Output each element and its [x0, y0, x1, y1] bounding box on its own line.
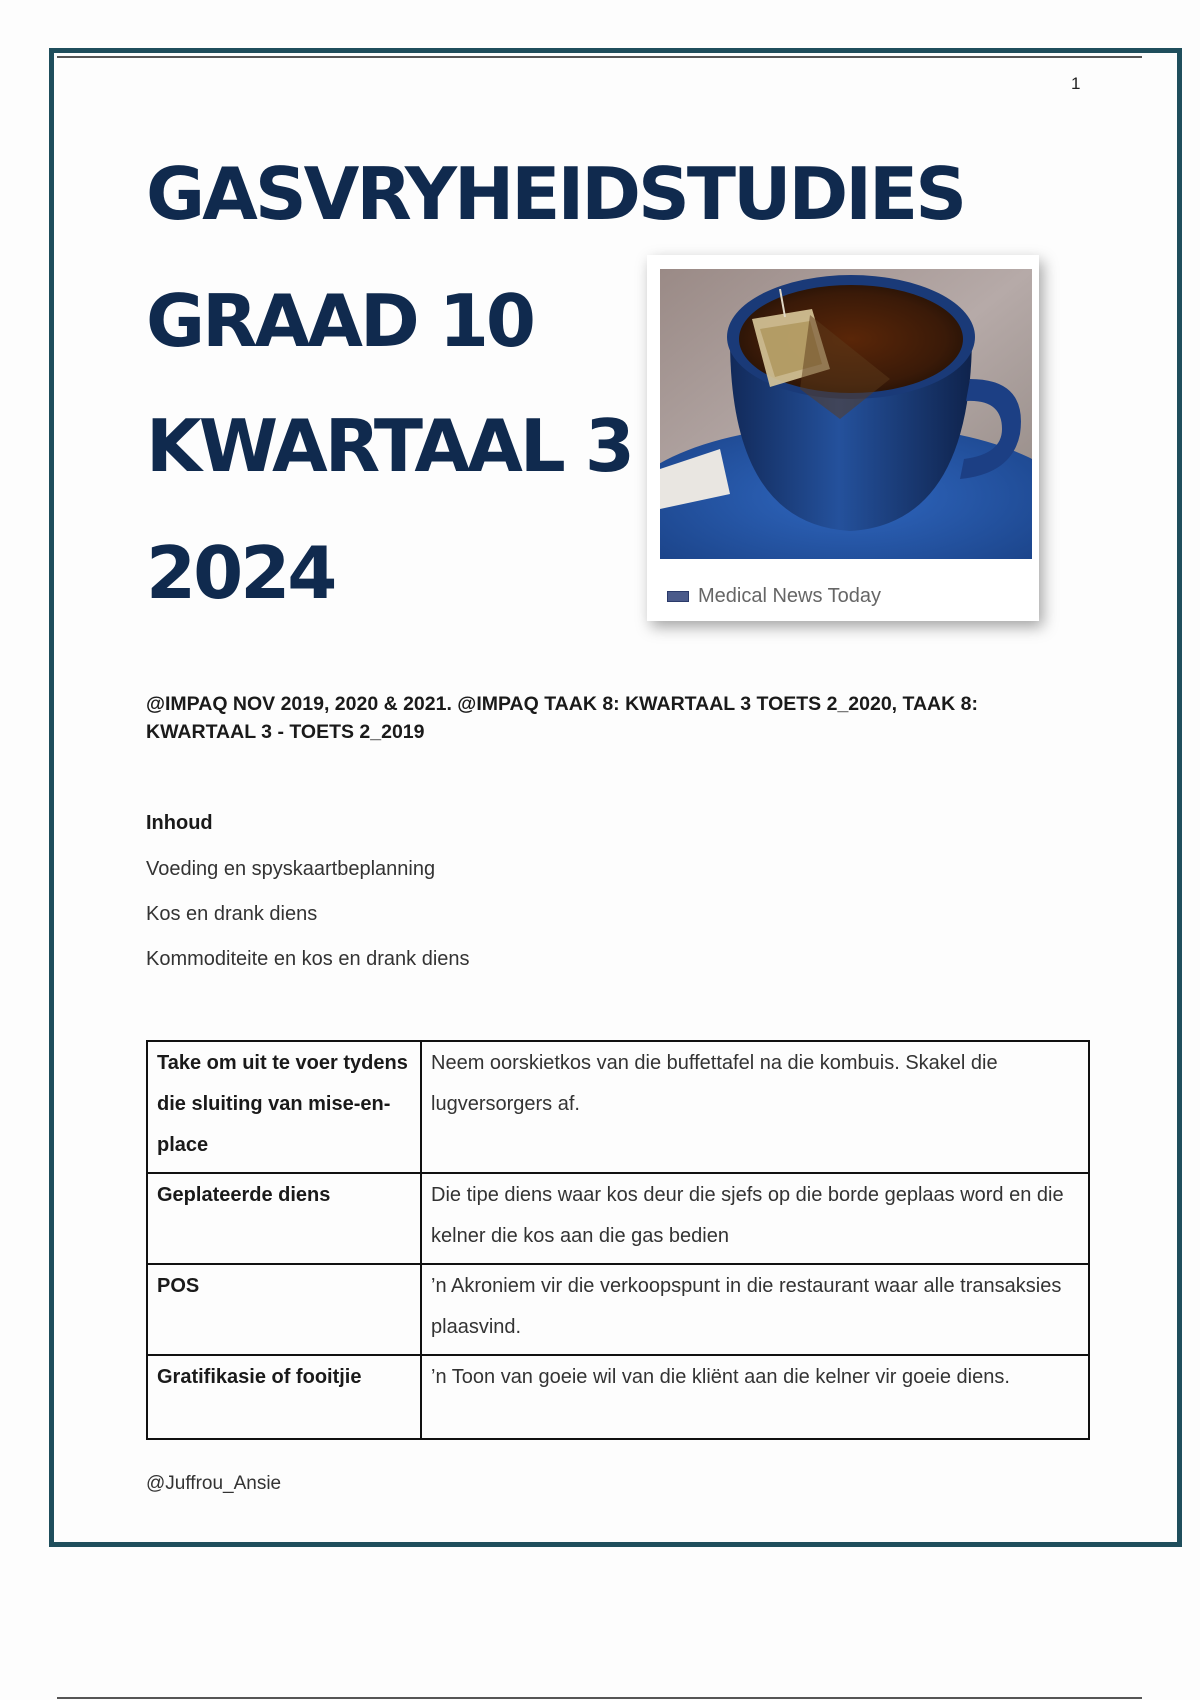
term-cell: POS	[147, 1264, 421, 1355]
author-handle: @Juffrou_Ansie	[146, 1473, 282, 1494]
image-card	[647, 255, 1039, 621]
term-cell: Take om uit te voer tydens die sluiting van mise-en-place	[147, 1041, 421, 1173]
bottom-rule	[57, 1697, 1142, 1699]
sources-note: @IMPAQ NOV 2019, 2020 & 2021. @IMPAQ TAAK 8: KWARTAAL 3 TOETS 2_2020, TAAK 8: KWARTAAL 3 - TOETS 2_2019	[146, 693, 978, 743]
definition-cell: ’n Akroniem vir die verkoopspunt in die restaurant waar alle transaksies plaasvind.	[421, 1264, 1089, 1355]
contents-item: Voeding en spyskaartbeplanning	[146, 858, 436, 880]
title-grade: GRAAD 10	[146, 279, 534, 363]
title-subject: GASVRYHEIDSTUDIES	[146, 152, 965, 236]
contents-item: Kommoditeite en kos en drank diens	[146, 948, 470, 970]
contents-list	[146, 857, 470, 992]
top-rule	[57, 56, 1142, 58]
table-row	[147, 1173, 1089, 1264]
table-row	[147, 1264, 1089, 1355]
news-source-icon	[667, 591, 689, 602]
contents-heading: Inhoud	[146, 812, 213, 834]
definition-cell: Die tipe diens waar kos deur die sjefs op die borde geplaas word en die kelner die kos aan die gas bedien	[421, 1173, 1089, 1264]
contents-item: Kos en drank diens	[146, 903, 318, 925]
term-cell: Geplateerde diens	[147, 1173, 421, 1264]
definition-cell: Neem oorskietkos van die buffettafel na die kombuis. Skakel die lugversorgers af.	[421, 1041, 1089, 1173]
title-year: 2024	[146, 531, 335, 615]
table-row	[147, 1355, 1089, 1439]
image-caption-text: Medical News Today	[698, 585, 882, 607]
terms-table	[146, 1040, 1090, 1440]
table-row	[147, 1041, 1089, 1173]
image-caption	[667, 585, 881, 608]
definition-cell: ’n Toon van goeie wil van die kliënt aan die kelner vir goeie diens.	[421, 1355, 1089, 1439]
title-term: KWARTAAL 3	[146, 404, 632, 488]
tea-cup-photo-icon	[660, 269, 1032, 559]
page-number: 1	[1071, 74, 1081, 93]
term-cell: Gratifikasie of fooitjie	[147, 1355, 421, 1439]
